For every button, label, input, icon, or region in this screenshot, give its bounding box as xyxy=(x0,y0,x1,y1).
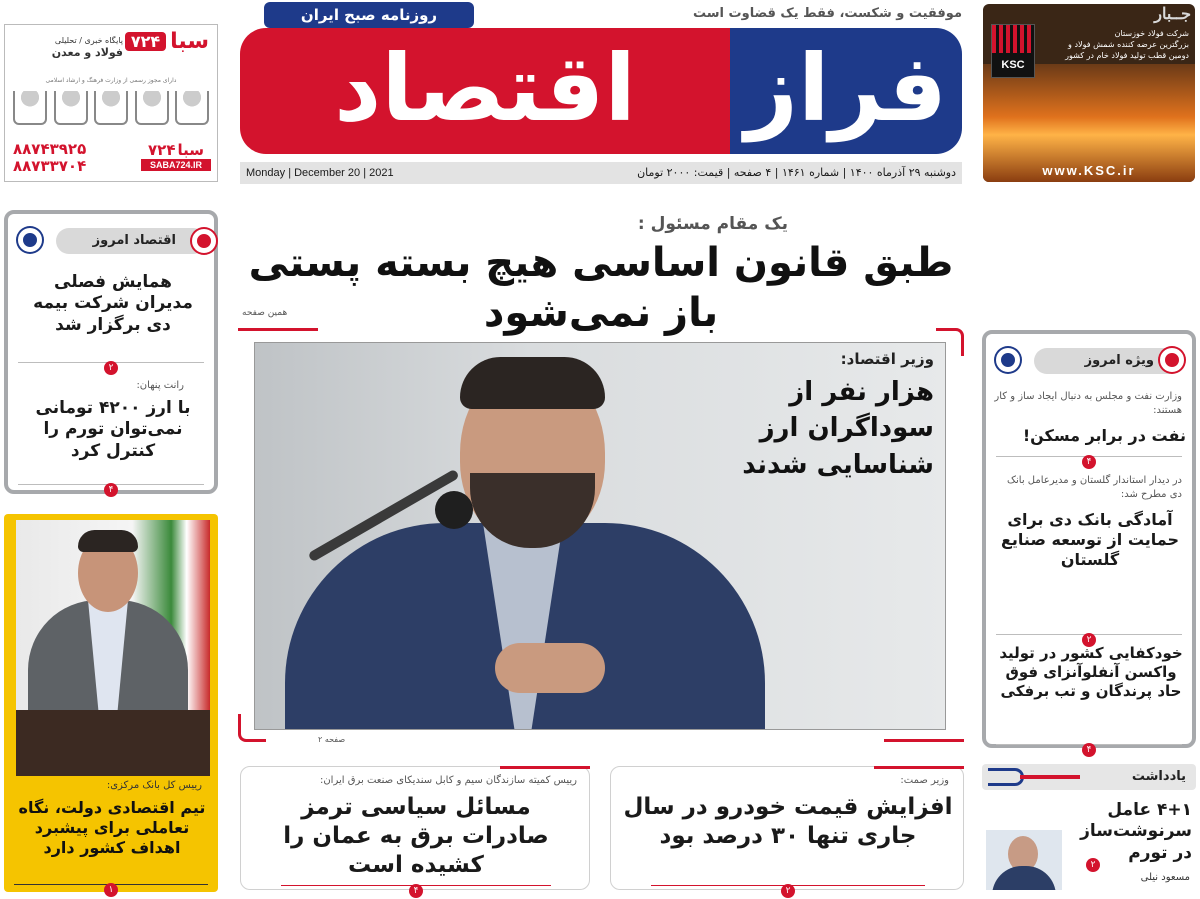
right-s3[interactable]: خودکفایی کشور در تولید واکسن آنفلوآنزای فوق حاد پرندگان و تب برفکی xyxy=(999,644,1183,700)
ad-saba-carts xyxy=(13,91,209,131)
ad-saba-phone1: ۸۸۷۴۳۹۲۵ xyxy=(13,140,87,158)
right-box xyxy=(982,330,1196,755)
bottom-mid-page: ۲ xyxy=(781,884,795,898)
masthead-logo-red xyxy=(240,28,730,154)
ad-saba-brand-2: ۷۲۴ xyxy=(148,141,176,159)
masthead-logo-blue xyxy=(730,28,962,154)
bottom-left-kicker: رییس کمیته سازندگان سیم و کابل سندیکای صنعت برق ایران: xyxy=(319,775,577,786)
left-story1[interactable]: همایش فصلی مدیران شرکت بیمه دی برگزار شد xyxy=(33,272,193,335)
person-hair xyxy=(78,530,138,552)
mine-cart-icon xyxy=(135,91,169,125)
left-story2[interactable]: با ارز ۴۲۰۰ تومانی نمی‌توان تورم را کنترل کرد xyxy=(35,398,191,461)
note-author: مسعود نیلی xyxy=(1140,872,1190,883)
date-en: Monday | December 20 | 2021 xyxy=(246,167,394,179)
right-s2-kicker: در دیدار استاندار گلستان و مدیرعامل بانک دی مطرح شد: xyxy=(1007,475,1182,500)
bottom-mid-box xyxy=(610,766,964,896)
yellow-headline[interactable]: تیم اقتصادی دولت، نگاه تعاملی برای پیشبرد اهداف کشور دارد xyxy=(18,798,206,857)
ad-saba-phone2: ۸۸۷۳۳۷۰۴ xyxy=(13,157,87,175)
note-photo xyxy=(986,830,1062,890)
bottom-mid-kicker: وزیر صمت: xyxy=(900,775,949,786)
ad-ksc-desc2: دومین قطب تولید فولاد خام در کشور xyxy=(1065,51,1189,60)
lead-kicker: یک مقام مسئول : xyxy=(637,214,788,234)
yellow-box xyxy=(4,514,218,895)
ad-ksc-desc1: بزرگترین عرضه کننده شمش فولاد و xyxy=(1068,40,1189,49)
note-box xyxy=(982,764,1196,894)
mine-cart-icon xyxy=(94,91,128,125)
yellow-kicker: رییس کل بانک مرکزی: xyxy=(106,780,202,791)
feature-kicker: وزیر اقتصاد: xyxy=(840,350,934,368)
ad-saba-brand: ۷۲۴ xyxy=(125,32,166,51)
ad-saba-brand-name-2: سبا xyxy=(177,141,204,159)
ad-saba-tagline1: پایگاه خبری / تحلیلی xyxy=(54,36,123,45)
bottom-left-box xyxy=(240,766,590,896)
ad-ksc-logo-text: KSC xyxy=(1001,59,1025,71)
lead-headline[interactable]: طبق قانون اساسی هیچ بسته پستی باز نمی‌شود xyxy=(248,240,954,336)
yellow-page: ۱ xyxy=(104,883,118,897)
section-tag-icon-blue xyxy=(996,348,1020,372)
masthead-title-right: فراز xyxy=(745,35,947,142)
chair xyxy=(16,710,210,776)
ad-saba-tagline3: دارای مجوز رسمی از وزارت فرهنگ و ارشاد اسلامی xyxy=(45,77,177,84)
left-box xyxy=(4,210,218,494)
right-s3-page: ۴ xyxy=(1082,743,1096,757)
right-s2[interactable]: آمادگی بانک دی برای حمایت از توسعه صنایع گلستان xyxy=(1000,510,1180,569)
masthead-dateline xyxy=(240,162,962,184)
mine-cart-icon xyxy=(13,91,47,125)
ad-ksc-url[interactable]: www.KSC.ir xyxy=(1042,163,1136,178)
bottom-left-headline[interactable]: مسائل سیاسی ترمز صادرات برق به عمان را کشیده است xyxy=(283,794,549,878)
masthead-subtitle: روزنامه صبح ایران xyxy=(264,2,474,28)
feature-headline[interactable]: هزار نفر از سوداگران ارز شناسایی شدند xyxy=(742,377,934,480)
ad-ksc-label: جــبار xyxy=(1154,4,1191,23)
ad-saba[interactable] xyxy=(4,24,218,182)
left-story2-kicker: رانت پنهان: xyxy=(136,380,184,391)
ad-ksc-company: شرکت فولاد خوزستان xyxy=(1114,29,1189,38)
ad-saba-tagline2: فولاد و معدن xyxy=(51,46,123,59)
feature-page-ref: صفحه ۲ xyxy=(318,735,346,744)
note-section-icon xyxy=(988,768,1024,786)
masthead-slogan: موفقیت و شکست، فقط یک قضاوت است xyxy=(693,6,962,21)
section-tag-icon-blue xyxy=(18,228,42,252)
person-suit xyxy=(992,866,1056,890)
date-fa: دوشنبه ۲۹ آذرماه ۱۴۰۰ | شماره ۱۴۶۱ | ۴ صفحه | قیمت: ۲۰۰۰ تومان xyxy=(637,166,956,179)
left-story2-page: ۴ xyxy=(104,483,118,497)
microphone-head xyxy=(435,491,473,529)
note-headline[interactable]: ۴+۱ عامل سرنوشت‌ساز در تورم xyxy=(1080,800,1192,863)
lead-page-ref: همین صفحه xyxy=(242,308,288,318)
note-section-label: یادداشت xyxy=(982,764,1196,790)
person-hair xyxy=(460,357,605,409)
masthead xyxy=(240,0,962,186)
ad-saba-site[interactable]: SABA724.IR xyxy=(141,159,211,171)
yellow-photo[interactable] xyxy=(16,520,210,776)
right-s1-kicker: وزارت نفت و مجلس به دنبال ایجاد ساز و کار هستند: xyxy=(994,391,1182,416)
right-s2-page: ۲ xyxy=(1082,633,1096,647)
section-tag-icon xyxy=(1160,348,1184,372)
ad-saba-brand-name: سبا xyxy=(170,29,209,54)
mine-cart-icon xyxy=(54,91,88,125)
bottom-mid-headline[interactable]: افزایش قیمت خودرو در سال جاری تنها ۳۰ درصد بود xyxy=(623,794,953,849)
masthead-title-left: اقتصاد xyxy=(334,35,636,142)
left-section-label: اقتصاد امروز xyxy=(56,228,206,254)
person-hand xyxy=(495,643,605,693)
feature-frame xyxy=(238,328,964,742)
bottom-left-page: ۴ xyxy=(409,884,423,898)
right-s1-page: ۴ xyxy=(1082,455,1096,469)
mine-cart-icon xyxy=(175,91,209,125)
left-story1-page: ۲ xyxy=(104,361,118,375)
section-tag-icon xyxy=(192,229,216,253)
ad-ksc[interactable] xyxy=(983,4,1195,182)
note-page: ۲ xyxy=(1086,858,1100,872)
right-section-label: ویژه امروز xyxy=(1034,348,1184,374)
ad-ksc-logo xyxy=(991,24,1035,78)
right-s1[interactable]: نفت در برابر مسکن! xyxy=(1022,426,1186,445)
